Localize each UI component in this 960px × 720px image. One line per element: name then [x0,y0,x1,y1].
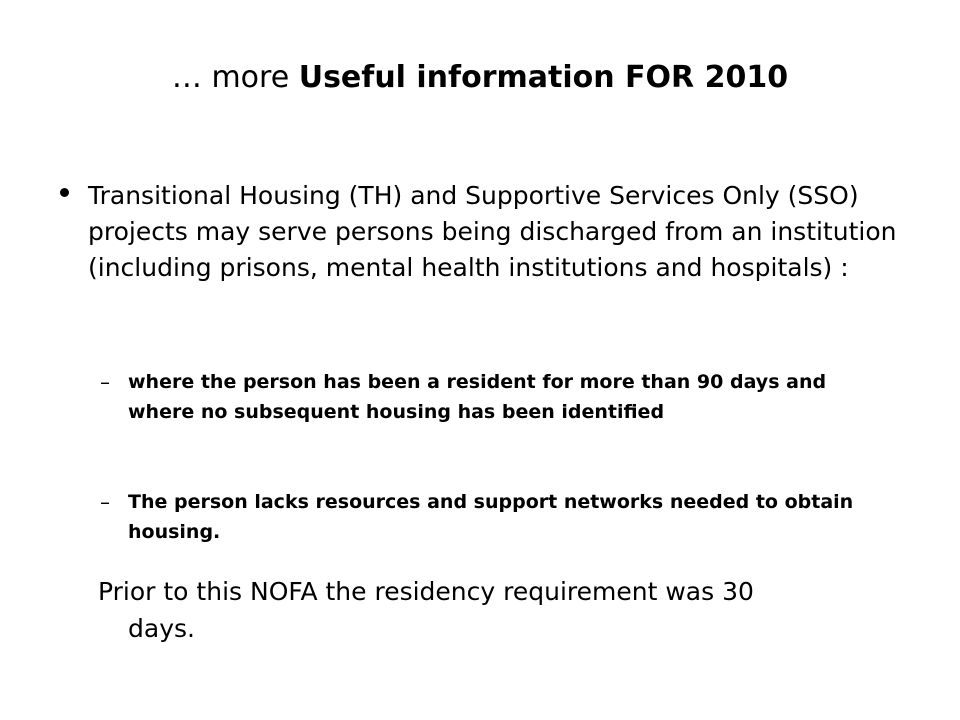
main-bullet [60,178,920,286]
sub-bullet-text-1: where the person has been a resident for more than 90 days and where no subsequent housing has been identified [128,371,827,423]
slide-title [0,58,960,98]
sub-bullet-1 [100,367,890,427]
sub-bullet-text-2: The person lacks resources and support networks needed to obtain housing. [128,491,854,543]
title-bold-text: Useful information FOR 2010 [298,60,789,95]
note-line-1: Prior to this NOFA the residency requirement was 30 [98,577,754,606]
bullet-dot-icon [60,188,69,197]
dash-icon: – [100,370,110,394]
note-line-2: days. [128,614,195,643]
title-prefix: … more [171,60,290,95]
residency-note [98,573,918,647]
main-bullet-text: Transitional Housing (TH) and Supportive Services Only (SSO) projects may serve persons being discharged from an institution (including prisons, mental health institutions and hospitals) : [88,181,897,282]
dash-icon: – [100,490,110,514]
sub-bullet-2 [100,487,890,547]
